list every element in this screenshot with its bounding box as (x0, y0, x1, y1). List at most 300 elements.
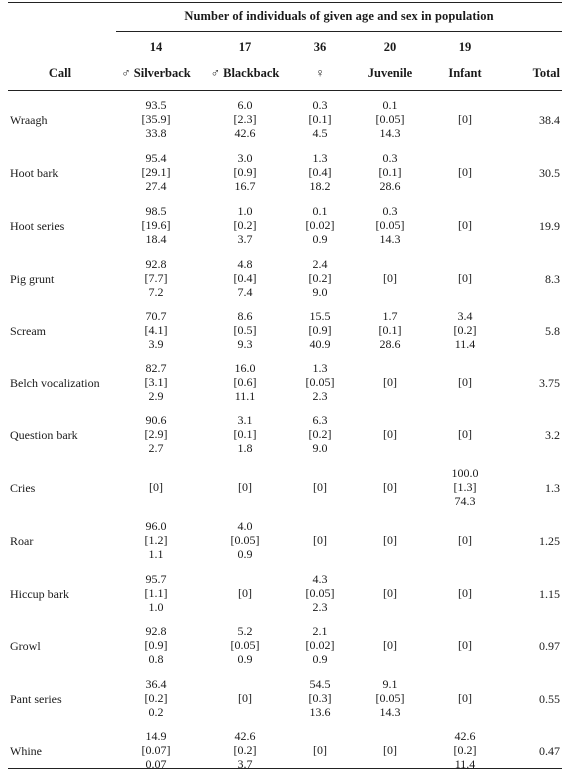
cell-juvenile (355, 677, 425, 719)
cell-share: 14.3 (379, 705, 401, 719)
cell-percent: 1.0 (237, 204, 253, 218)
cell-share: 2.7 (148, 441, 164, 455)
cell-blackback (204, 677, 286, 719)
cell-share (433, 389, 497, 403)
cell-bracket: [0.6] (233, 375, 257, 389)
table-row (8, 677, 562, 719)
cell-percent (355, 257, 425, 271)
cell-share: 0.9 (312, 232, 328, 246)
cell-share: 11.4 (454, 757, 476, 771)
cell-share: 13.6 (309, 705, 331, 719)
cell-infant (433, 572, 497, 614)
cell-bracket: [0.4] (233, 271, 257, 285)
cell-share: 0.2 (148, 705, 164, 719)
cell-percent (204, 466, 286, 480)
row-call-label: Whine (10, 744, 42, 758)
cell-bracket: [0.1] (378, 165, 402, 179)
count-blackback: 17 (238, 40, 252, 54)
row-call-label: Hoot series (10, 219, 65, 233)
row-call-label: Scream (10, 324, 46, 338)
cell-female (293, 677, 347, 719)
caption-rule (116, 31, 562, 32)
cell-bracket: [0.3] (308, 691, 332, 705)
row-call-label: Growl (10, 639, 41, 653)
cell-share: 11.4 (454, 337, 476, 351)
cell-juvenile (355, 151, 425, 193)
row-total: 38.4 (539, 113, 560, 127)
table-row (8, 309, 562, 351)
cell-female (293, 361, 347, 403)
cell-bracket: [0] (383, 271, 397, 285)
cell-silverback (116, 677, 196, 719)
cell-bracket: [0.5] (233, 323, 257, 337)
cell-blackback (204, 309, 286, 351)
cell-percent (355, 729, 425, 743)
row-total: 0.47 (539, 744, 560, 758)
cell-share: 16.7 (234, 179, 256, 193)
cell-bracket: [0] (458, 112, 472, 126)
cell-bracket: [0.07] (141, 743, 171, 757)
cell-share: 18.4 (145, 232, 167, 246)
cell-bracket: [0.05] (230, 533, 260, 547)
cell-bracket: [0] (313, 480, 327, 494)
cell-share: 0.9 (237, 652, 253, 666)
cell-bracket: [0.2] (144, 691, 168, 705)
cell-share (204, 705, 286, 719)
row-total: 30.5 (539, 166, 560, 180)
cell-percent (116, 466, 196, 480)
cell-bracket: [0.2] (308, 427, 332, 441)
cell-share: 11.1 (234, 389, 256, 403)
cell-bracket: [0.05] (305, 375, 335, 389)
cell-juvenile (355, 98, 425, 140)
cell-silverback (116, 729, 196, 771)
cell-silverback (116, 413, 196, 455)
cell-bracket: [0.05] (230, 638, 260, 652)
cell-share: 3.9 (148, 337, 164, 351)
cell-female (293, 309, 347, 351)
row-call-label: Wraagh (10, 113, 48, 127)
cell-silverback (116, 519, 196, 561)
cell-percent: 0.3 (312, 98, 328, 112)
cell-bracket: [0] (383, 480, 397, 494)
cell-share: 74.3 (454, 494, 476, 508)
cell-share: 7.2 (148, 285, 164, 299)
cell-juvenile (355, 519, 425, 561)
cell-percent: 96.0 (145, 519, 167, 533)
cell-share (355, 389, 425, 403)
row-total: 0.55 (539, 692, 560, 706)
table-row (8, 151, 562, 193)
cell-silverback (116, 98, 196, 140)
cell-bracket: [0.1] (378, 323, 402, 337)
row-total: 3.75 (539, 376, 560, 390)
cell-percent: 0.3 (382, 151, 398, 165)
header-blackback: ♂ Blackback (210, 66, 280, 80)
cell-percent: 1.7 (382, 309, 398, 323)
cell-blackback (204, 204, 286, 246)
row-call-label: Pig grunt (10, 272, 55, 286)
cell-percent: 6.3 (312, 413, 328, 427)
cell-share (433, 179, 497, 193)
cell-bracket: [35.9] (141, 112, 171, 126)
cell-female (293, 729, 347, 771)
bottom-rule (8, 768, 562, 769)
cell-share: 2.3 (312, 389, 328, 403)
row-total: 1.3 (545, 481, 560, 495)
cell-share: 0.9 (312, 652, 328, 666)
row-call-label: Hoot bark (10, 166, 59, 180)
table-row (8, 361, 562, 403)
cell-percent: 0.1 (312, 204, 328, 218)
cell-share: 1.0 (148, 600, 164, 614)
cell-share (355, 600, 425, 614)
table-row (8, 413, 562, 455)
cell-share (355, 441, 425, 455)
cell-bracket: [1.1] (144, 586, 168, 600)
cell-blackback (204, 413, 286, 455)
cell-bracket: [0.02] (305, 638, 335, 652)
cell-bracket: [0.9] (308, 323, 332, 337)
table-row (8, 257, 562, 299)
cell-bracket: [0.05] (305, 586, 335, 600)
count-female: 36 (313, 40, 327, 54)
cell-share (355, 652, 425, 666)
cell-share: 27.4 (145, 179, 167, 193)
cell-percent: 0.3 (382, 204, 398, 218)
cell-percent: 92.8 (145, 624, 167, 638)
cell-female (293, 151, 347, 193)
cell-percent: 16.0 (234, 361, 256, 375)
cell-infant (433, 466, 497, 508)
cell-percent: 4.3 (312, 572, 328, 586)
cell-share: 1.8 (237, 441, 253, 455)
cell-bracket: [0.05] (375, 112, 405, 126)
cell-share (433, 441, 497, 455)
cell-bracket: [0] (458, 165, 472, 179)
total-header: Total (532, 66, 560, 80)
cell-share (204, 600, 286, 614)
count-silverback: 14 (149, 40, 163, 54)
cell-percent: 1.3 (312, 151, 328, 165)
cell-percent (355, 466, 425, 480)
cell-female (293, 624, 347, 666)
cell-bracket: [0.2] (233, 218, 257, 232)
cell-bracket: [2.3] (233, 112, 257, 126)
cell-juvenile (355, 204, 425, 246)
cell-female (293, 519, 347, 561)
header-rule (8, 90, 562, 91)
cell-bracket: [0] (383, 375, 397, 389)
cell-share: 0.9 (237, 547, 253, 561)
cell-percent: 5.2 (237, 624, 253, 638)
cell-bracket: [0] (313, 743, 327, 757)
cell-percent (433, 413, 497, 427)
cell-silverback (116, 624, 196, 666)
cell-bracket: [0] (458, 375, 472, 389)
cell-share: 42.6 (234, 126, 256, 140)
row-total: 1.15 (539, 587, 560, 601)
cell-share: 0.8 (148, 652, 164, 666)
cell-percent: 70.7 (145, 309, 167, 323)
cell-percent (204, 677, 286, 691)
cell-share (433, 126, 497, 140)
cell-blackback (204, 519, 286, 561)
cell-share: 0.07 (145, 757, 167, 771)
table-row (8, 466, 562, 508)
cell-silverback (116, 204, 196, 246)
cell-percent (293, 466, 347, 480)
cell-percent (293, 519, 347, 533)
cell-bracket: [0] (458, 691, 472, 705)
cell-percent: 1.3 (312, 361, 328, 375)
cell-percent: 93.5 (145, 98, 167, 112)
cell-bracket: [29.1] (141, 165, 171, 179)
table-row (8, 572, 562, 614)
row-call-label: Hiccup bark (10, 587, 69, 601)
cell-percent: 54.5 (309, 677, 331, 691)
cell-share: 2.3 (312, 600, 328, 614)
top-rule (8, 2, 562, 3)
cell-bracket: [0] (149, 480, 163, 494)
cell-infant (433, 519, 497, 561)
cell-bracket: [0] (238, 586, 252, 600)
cell-juvenile (355, 466, 425, 508)
cell-percent: 6.0 (237, 98, 253, 112)
cell-silverback (116, 151, 196, 193)
cell-percent: 9.1 (382, 677, 398, 691)
cell-bracket: [0] (238, 480, 252, 494)
cell-bracket: [0.2] (453, 323, 477, 337)
cell-silverback (116, 309, 196, 351)
cell-percent: 4.8 (237, 257, 253, 271)
cell-bracket: [0.2] (308, 271, 332, 285)
row-call-label: Cries (10, 481, 36, 495)
cell-bracket: [0.4] (308, 165, 332, 179)
cell-percent (433, 151, 497, 165)
cell-bracket: [3.1] (144, 375, 168, 389)
cell-bracket: [4.1] (144, 323, 168, 337)
cell-percent (355, 361, 425, 375)
cell-share (204, 494, 286, 508)
row-total: 1.25 (539, 534, 560, 548)
cell-share: 33.8 (145, 126, 167, 140)
cell-bracket: [0] (458, 271, 472, 285)
cell-share (116, 494, 196, 508)
cell-bracket: [19.6] (141, 218, 171, 232)
row-call-label: Roar (10, 534, 34, 548)
cell-percent (355, 572, 425, 586)
table-row (8, 624, 562, 666)
cell-share: 14.3 (379, 232, 401, 246)
cell-female (293, 572, 347, 614)
cell-juvenile (355, 361, 425, 403)
cell-female (293, 466, 347, 508)
cell-bracket: [0.2] (233, 743, 257, 757)
cell-bracket: [1.3] (453, 480, 477, 494)
cell-percent (433, 257, 497, 271)
cell-blackback (204, 257, 286, 299)
cell-juvenile (355, 572, 425, 614)
cell-blackback (204, 624, 286, 666)
row-total: 19.9 (539, 219, 560, 233)
cell-silverback (116, 361, 196, 403)
cell-silverback (116, 572, 196, 614)
cell-share (433, 547, 497, 561)
cell-juvenile (355, 729, 425, 771)
cell-percent: 15.5 (309, 309, 331, 323)
cell-share: 3.7 (237, 757, 253, 771)
cell-bracket: [0.1] (233, 427, 257, 441)
cell-bracket: [0] (458, 427, 472, 441)
cell-blackback (204, 729, 286, 771)
header-silverback: ♂ Silverback (121, 66, 191, 80)
cell-percent: 42.6 (234, 729, 256, 743)
cell-bracket: [2.9] (144, 427, 168, 441)
cell-percent (433, 572, 497, 586)
cell-bracket: [0] (383, 427, 397, 441)
cell-bracket: [0.02] (305, 218, 335, 232)
cell-percent (355, 519, 425, 533)
cell-percent: 4.0 (237, 519, 253, 533)
cell-percent: 3.1 (237, 413, 253, 427)
cell-percent: 3.4 (457, 309, 473, 323)
cell-blackback (204, 361, 286, 403)
cell-share: 9.0 (312, 441, 328, 455)
cell-share (293, 494, 347, 508)
cell-percent (433, 677, 497, 691)
cell-share: 3.7 (237, 232, 253, 246)
cell-bracket: [0] (383, 586, 397, 600)
cell-infant (433, 729, 497, 771)
cell-share (433, 600, 497, 614)
cell-percent (355, 413, 425, 427)
cell-bracket: [0] (313, 533, 327, 547)
header-juvenile: Juvenile (367, 66, 413, 80)
cell-share: 28.6 (379, 337, 401, 351)
cell-percent: 14.9 (145, 729, 167, 743)
cell-percent (433, 361, 497, 375)
cell-share: 7.4 (237, 285, 253, 299)
cell-share (433, 652, 497, 666)
cell-share: 9.3 (237, 337, 253, 351)
cell-percent (355, 624, 425, 638)
cell-percent: 100.0 (451, 466, 479, 480)
cell-infant (433, 624, 497, 666)
cell-bracket: [0] (458, 218, 472, 232)
header-female: ♀ (315, 66, 325, 80)
row-total: 0.97 (539, 639, 560, 653)
cell-bracket: [0] (383, 743, 397, 757)
cell-bracket: [0] (458, 586, 472, 600)
cell-percent: 92.8 (145, 257, 167, 271)
cell-infant (433, 257, 497, 299)
row-call-label: Pant series (10, 692, 62, 706)
cell-share (355, 494, 425, 508)
cell-share (355, 285, 425, 299)
cell-silverback (116, 257, 196, 299)
cell-juvenile (355, 257, 425, 299)
cell-female (293, 257, 347, 299)
cell-percent: 3.0 (237, 151, 253, 165)
cell-juvenile (355, 309, 425, 351)
count-juvenile: 20 (383, 40, 397, 54)
cell-female (293, 204, 347, 246)
cell-share (433, 232, 497, 246)
table-row (8, 98, 562, 140)
cell-percent: 8.6 (237, 309, 253, 323)
cell-juvenile (355, 624, 425, 666)
call-header: Call (48, 66, 72, 80)
cell-percent: 2.1 (312, 624, 328, 638)
cell-blackback (204, 151, 286, 193)
table-row (8, 519, 562, 561)
cell-share (433, 705, 497, 719)
row-total: 5.8 (545, 324, 560, 338)
cell-percent: 36.4 (145, 677, 167, 691)
cell-bracket: [0.1] (308, 112, 332, 126)
cell-bracket: [0] (458, 533, 472, 547)
cell-percent: 42.6 (454, 729, 476, 743)
cell-bracket: [0] (383, 533, 397, 547)
cell-infant (433, 309, 497, 351)
cell-share: 4.5 (312, 126, 328, 140)
cell-bracket: [0] (238, 691, 252, 705)
cell-infant (433, 151, 497, 193)
row-call-label: Belch vocalization (10, 376, 100, 390)
cell-percent (433, 98, 497, 112)
cell-percent: 0.1 (382, 98, 398, 112)
cell-share (433, 285, 497, 299)
header-infant: Infant (448, 66, 482, 80)
cell-bracket: [1.2] (144, 533, 168, 547)
cell-infant (433, 361, 497, 403)
cell-percent: 98.5 (145, 204, 167, 218)
cell-share: 40.9 (309, 337, 331, 351)
cell-share: 28.6 (379, 179, 401, 193)
cell-juvenile (355, 413, 425, 455)
cell-percent: 82.7 (145, 361, 167, 375)
cell-bracket: [0.05] (375, 218, 405, 232)
cell-female (293, 413, 347, 455)
cell-percent (433, 204, 497, 218)
cell-infant (433, 204, 497, 246)
cell-share: 1.1 (148, 547, 164, 561)
cell-share: 2.9 (148, 389, 164, 403)
cell-blackback (204, 466, 286, 508)
cell-blackback (204, 98, 286, 140)
cell-percent (293, 729, 347, 743)
cell-bracket: [0.2] (453, 743, 477, 757)
table-row (8, 729, 562, 771)
row-call-label: Question bark (10, 428, 78, 442)
cell-bracket: [0.05] (375, 691, 405, 705)
cell-bracket: [0] (458, 638, 472, 652)
cell-bracket: [7.7] (144, 271, 168, 285)
cell-blackback (204, 572, 286, 614)
cell-percent: 2.4 (312, 257, 328, 271)
cell-share: 14.3 (379, 126, 401, 140)
cell-share: 18.2 (309, 179, 331, 193)
cell-percent: 95.7 (145, 572, 167, 586)
cell-percent (433, 519, 497, 533)
row-total: 8.3 (545, 272, 560, 286)
table-caption: Number of individuals of given age and sex in population (184, 9, 494, 23)
cell-share (355, 547, 425, 561)
count-infant: 19 (458, 40, 472, 54)
cell-infant (433, 677, 497, 719)
cell-infant (433, 413, 497, 455)
